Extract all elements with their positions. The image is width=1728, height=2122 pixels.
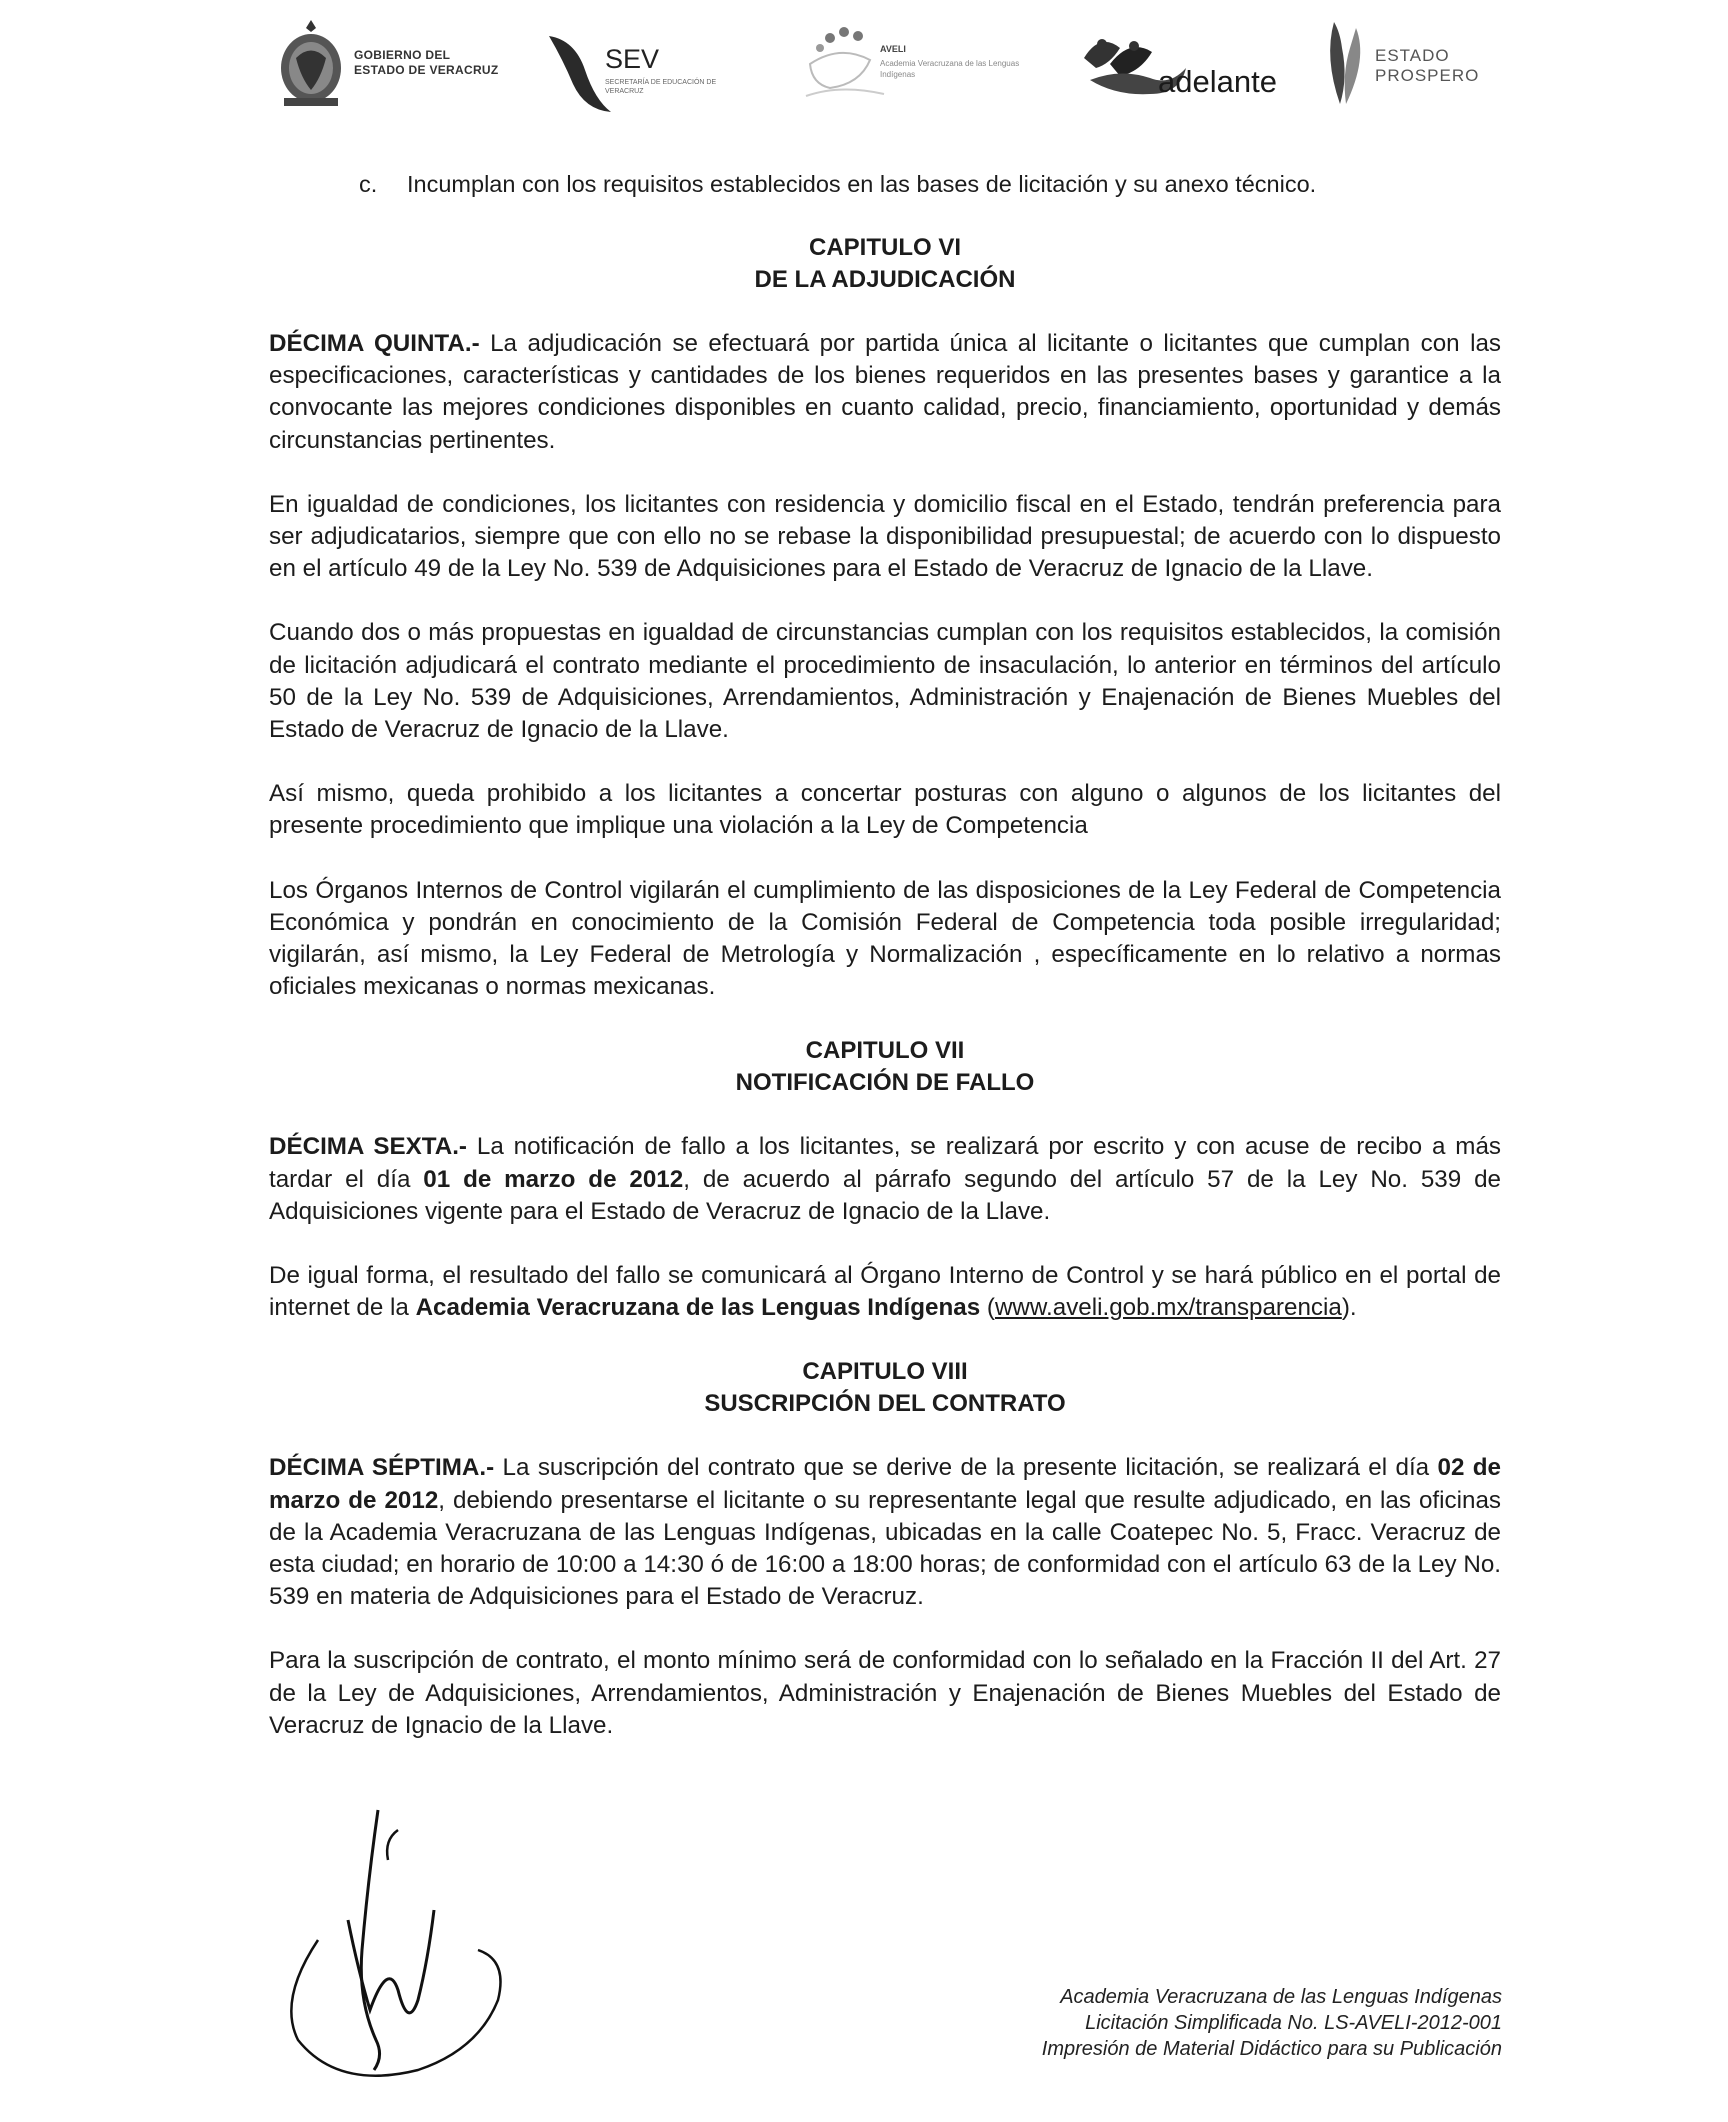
header-logo-bar — [270, 14, 1510, 114]
chapter-subtitle: NOTIFICACIÓN DE FALLO — [735, 1069, 1035, 1097]
clause-date: 02 de marzo de 2012 — [269, 1454, 1501, 1514]
chapter-title: CAPITULO VI — [808, 234, 961, 261]
list-item-text: Incumplan con los requisitos establecidos en las bases de licitación y su anexo técnico. — [407, 171, 1317, 197]
prospero-leaf-icon — [1320, 18, 1370, 108]
adelante-name: adelante — [1158, 64, 1277, 99]
organization-name: Academia Veracruzana de las Lenguas Indígenas — [415, 1294, 981, 1322]
aveli-subtitle: Academia Veracruzana de las Lenguas Indígenas — [880, 59, 1020, 79]
sev-name: SEV — [605, 44, 660, 74]
clause-label: DÉCIMA SÉPTIMA.- — [269, 1454, 495, 1482]
list-item-c — [359, 168, 1501, 200]
para-text-2: ( — [980, 1294, 995, 1322]
chapter-heading-viii — [269, 1356, 1501, 1420]
gobierno-line2: ESTADO DE VERACRUZ — [354, 63, 499, 77]
clause-label: DÉCIMA SEXTA.- — [269, 1133, 467, 1161]
footer-line-3: Impresión de Material Didáctico para su Publicación — [1041, 2038, 1502, 2060]
clause-text-1: La notificación de fallo a los licitantes, se realizará por escrito y con acuse de recibo a más tardar el día — [269, 1133, 1501, 1193]
clause-date: 01 de marzo de 2012 — [423, 1165, 684, 1193]
aveli-emblem-icon — [800, 24, 890, 109]
chapter-heading-vii — [269, 1035, 1501, 1099]
paragraph-organos: Los Órganos Internos de Control vigilarán el cumplimiento de las disposiciones de la Ley Federal de Competencia Económica y pondrán en conocimiento de la Comisión Federal de Competencia toda posible irregularidad; vigilarán, así mismo, la Ley Federal de Metrología y Normalización , específicamente en lo relativo a normas oficiales mexicanas o normas mexicanas. — [269, 876, 1501, 1001]
paragraph-para-suscripcion: Para la suscripción de contrato, el monto mínimo será de conformidad con lo señalado en la Fracción II del Art. 27 de la Ley de Adquisiciones, Arrendamientos, Administración y Enajenación de Bienes Muebles del Estado de Veracruz de Ignacio de la Llave. — [269, 1647, 1501, 1739]
document-body — [269, 168, 1501, 1774]
sev-logo — [545, 14, 745, 114]
adelante-logo — [1080, 14, 1280, 114]
coat-of-arms-icon — [276, 18, 346, 110]
paragraph-igual-forma — [269, 1260, 1501, 1324]
clause-text-1: La suscripción del contrato que se derive de la presente licitación, se realizará el día — [494, 1454, 1438, 1482]
aveli-logo — [800, 14, 1060, 114]
clause-label: DÉCIMA QUINTA.- — [269, 330, 480, 357]
chapter-subtitle: DE LA ADJUDICACIÓN — [754, 266, 1016, 293]
para-text-1: De igual forma, el resultado del fallo se comunicará al Órgano Interno de Control y se hará público en el portal de internet de la — [269, 1262, 1501, 1322]
prospero-line2: PROSPERO — [1375, 66, 1480, 85]
paragraph-decima-septima — [269, 1452, 1501, 1613]
gobierno-veracruz-logo — [276, 14, 516, 114]
paragraph-asi-mismo: Así mismo, queda prohibido a los licitantes a concertar posturas con alguno o algunos de los licitantes del presente procedimiento que implique una violación a la Ley de Competencia — [269, 780, 1501, 840]
paragraph-igualdad: En igualdad de condiciones, los licitantes con residencia y domicilio fiscal en el Estado, tendrán preferencia para ser adjudicatarios, siempre que con ello no se rebase la disponibilidad presupuestal; de acuerdo con lo dispuesto en el artículo 49 de la Ley No. 539 de Adquisiciones para el Estado de Veracruz de Ignacio de la Llave. — [269, 490, 1501, 583]
chapter-subtitle: SUSCRIPCIÓN DEL CONTRATO — [704, 1390, 1066, 1418]
paragraph-decima-quinta — [269, 328, 1501, 457]
transparency-link[interactable]: www.aveli.gob.mx/transparencia — [994, 1294, 1342, 1322]
handwritten-signature — [258, 1800, 538, 2090]
gobierno-line1: GOBIERNO DEL — [354, 48, 451, 62]
chapter-title: CAPITULO VII — [805, 1037, 965, 1065]
clause-text: La adjudicación se efectuará por partida única al licitante o licitantes que cumplan con las especificaciones, características y cantidades de los bienes requeridos en las presentes bases y garantice a la convocante las mejores condiciones disponibles en cuanto calidad, precio, financiamiento, oportunidad y demás circunstancias pertinentes. — [269, 330, 1501, 454]
document-footer — [1042, 1984, 1502, 2062]
aveli-name: AVELI — [880, 44, 906, 54]
paragraph-cuando: Cuando dos o más propuestas en igualdad de circunstancias cumplan con los requisitos establecidos, la comisión de licitación adjudicará el contrato mediante el procedimiento de insaculación, lo anterior en términos del artículo 50 de la Ley No. 539 de Adquisiciones, Arrendamientos, Administración y Enajenación de Bienes Muebles del Estado de Veracruz de Ignacio de la Llave. — [269, 619, 1501, 744]
chapter-heading-vi — [269, 232, 1501, 296]
clause-text-2: , de acuerdo al párrafo segundo del artículo 57 de la Ley No. 539 de Adquisiciones vigente para el Estado de Veracruz de Ignacio de la Llave. — [269, 1165, 1501, 1225]
prospero-line1: ESTADO — [1375, 46, 1450, 65]
estado-prospero-logo — [1320, 14, 1510, 114]
sev-subtitle: SECRETARÍA DE EDUCACIÓN DE VERACRUZ — [605, 79, 717, 95]
para-text-3: ). — [1341, 1294, 1357, 1322]
chapter-title: CAPITULO VIII — [802, 1358, 968, 1386]
paragraph-decima-sexta — [269, 1131, 1501, 1228]
clause-text-2: , debiendo presentarse el licitante o su representante legal que resulte adjudicado, en las oficinas de la Academia Veracruzana de las Lenguas Indígenas, ubicadas en la calle Coatepec No. 5, Fracc. Veracruz de esta ciudad; en horario de 10:00 a 14:30 ó de 16:00 a 18:00 horas; de conformidad con el artículo 63 de la Ley No. 539 en materia de Adquisiciones para el Estado de Veracruz. — [269, 1486, 1501, 1611]
list-marker: c. — [359, 171, 378, 197]
footer-line-2: Licitación Simplificada No. LS-AVELI-2012-001 — [1085, 2012, 1502, 2034]
footer-line-1: Academia Veracruzana de las Lenguas Indígenas — [1060, 1986, 1502, 2008]
